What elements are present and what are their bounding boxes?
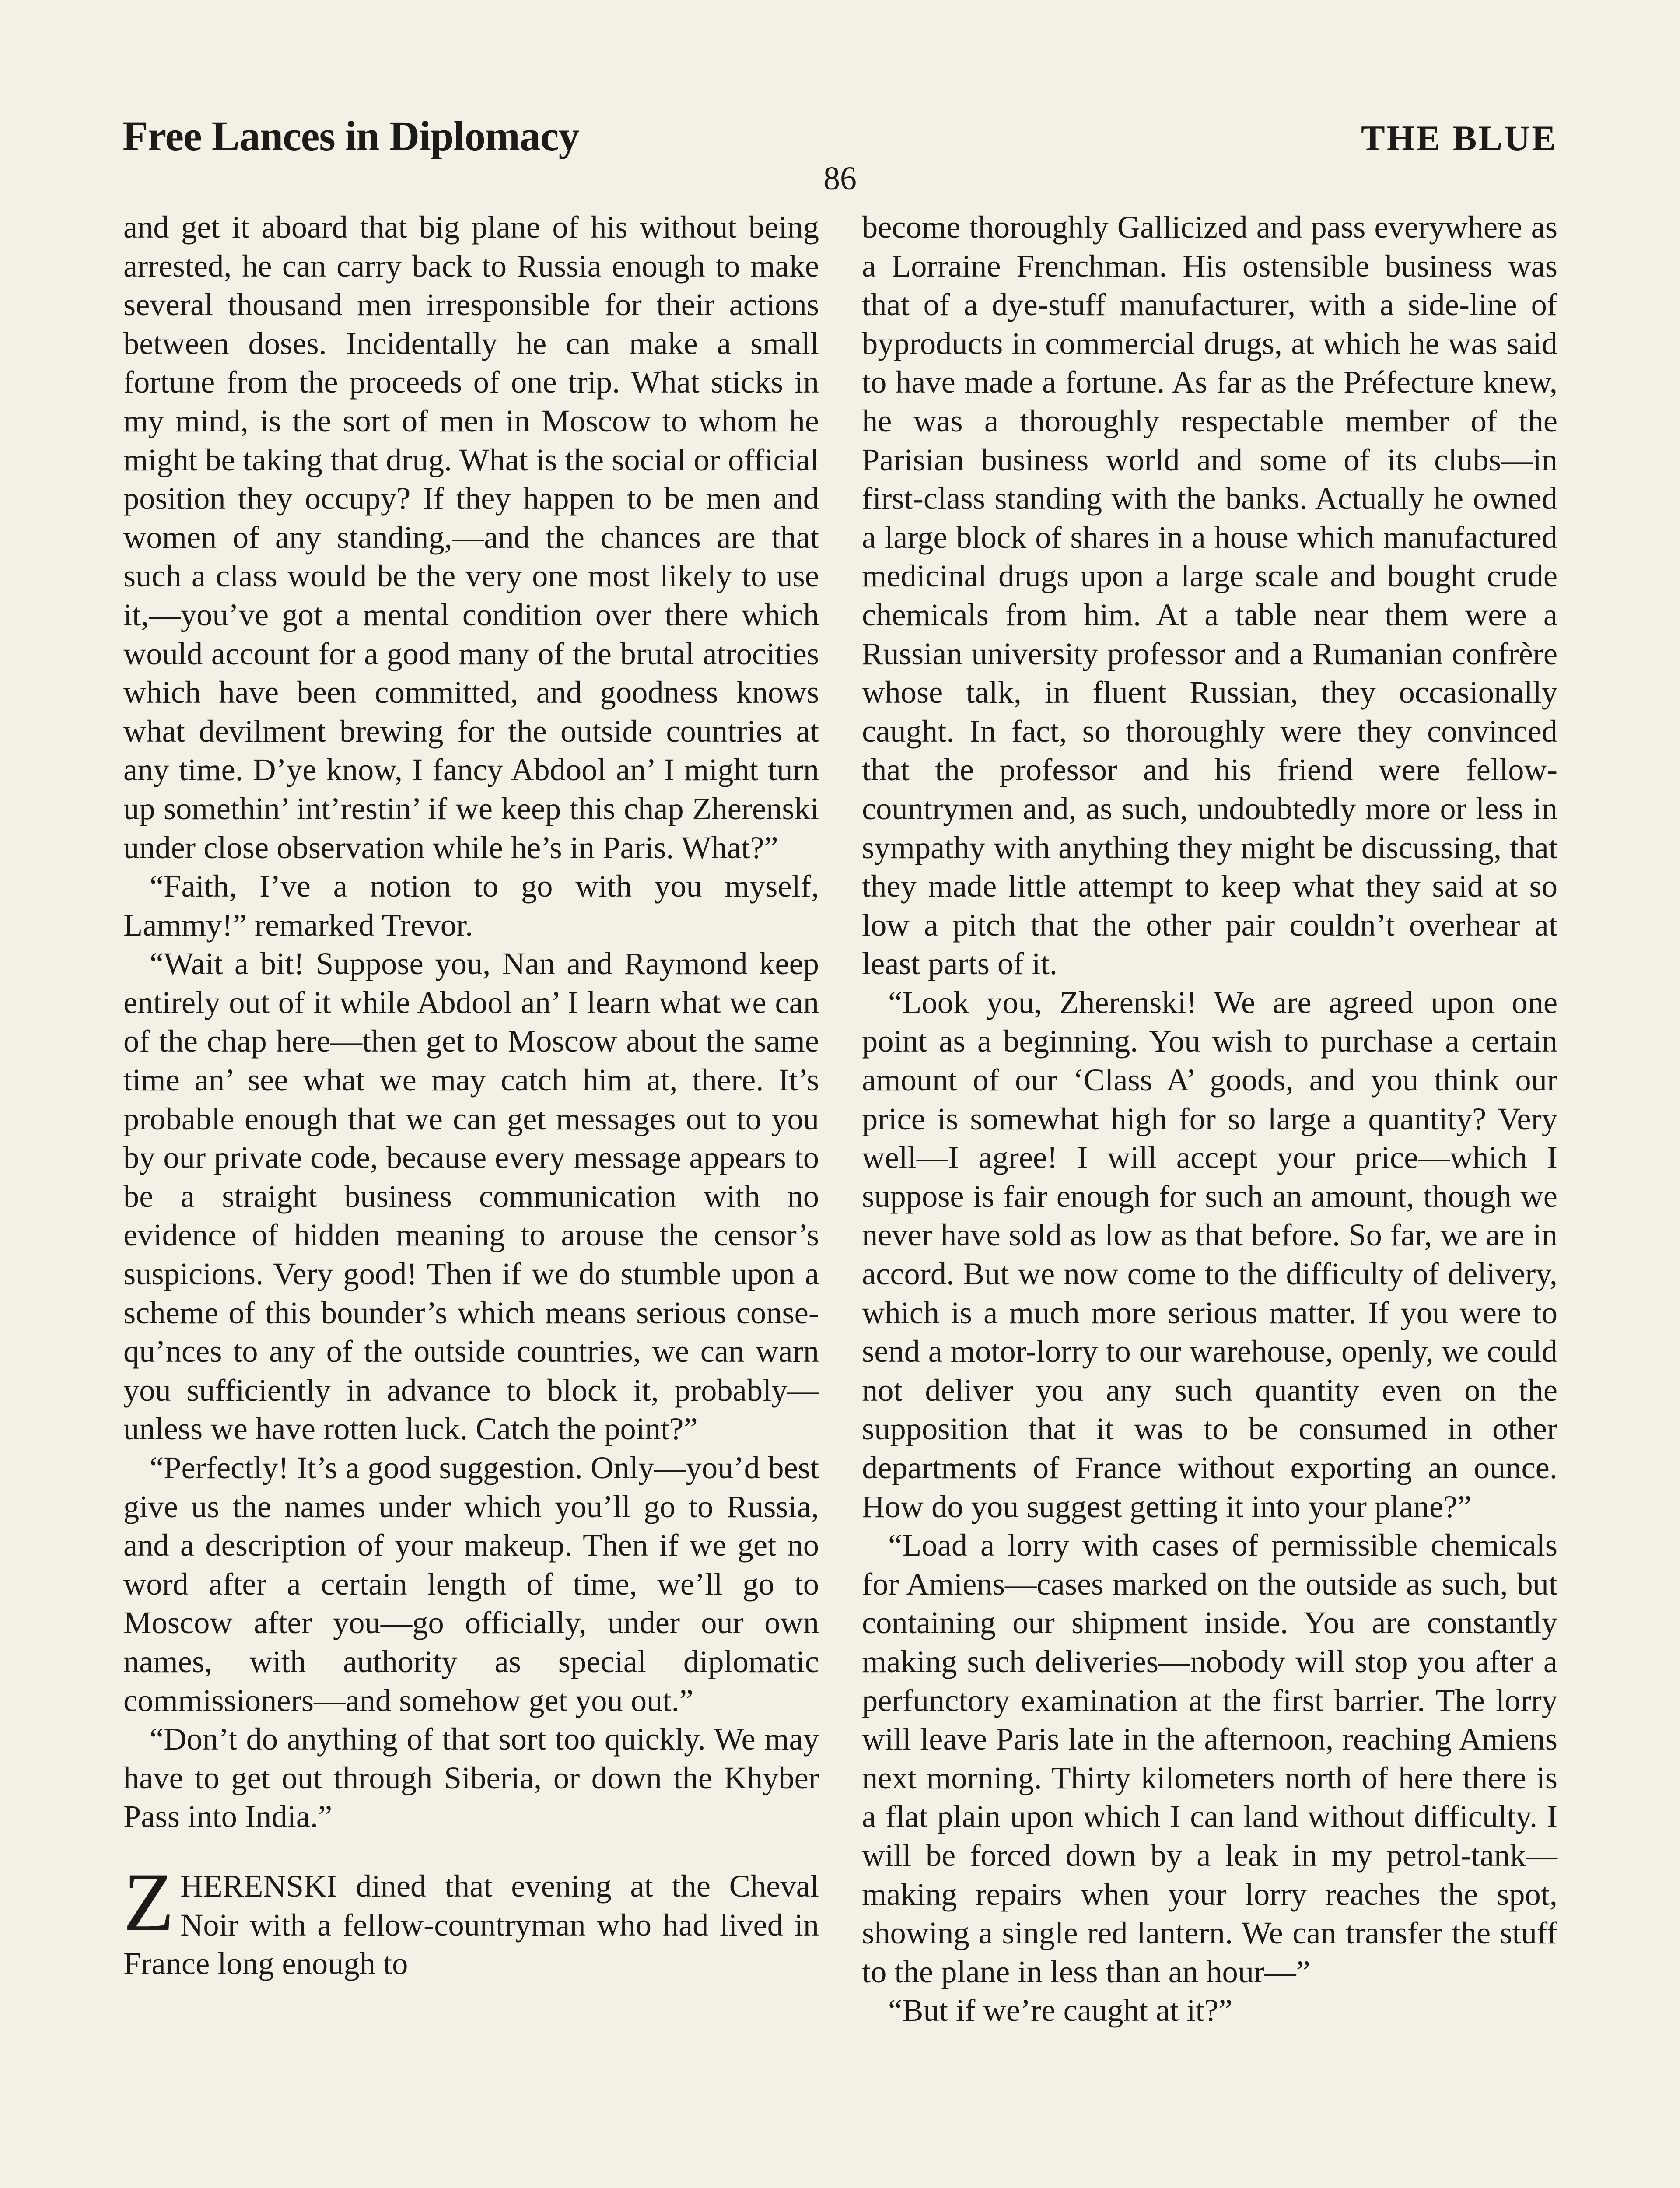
section-paragraph [123,1856,819,1983]
page-number: 86 [823,160,857,197]
right-column [862,208,1558,2030]
drop-cap: Z [123,1856,175,1948]
paragraph: “Faith, I’ve a notion to go with you myself, Lammy!” remarked Trevor. [123,868,819,943]
running-head [122,112,1558,160]
paragraph: “Wait a bit! Suppose you, Nan and Raymond keep entirely out of it while Abdool an’ I learn what we can of the chap here—then get to Moscow about the same time an’ see what we may catch him at, there. It’s probable enough that we can get messages out to you by our private code, because every message appears to be a straight business communication with no evidence of hidden meaning to arouse the censor’s suspicions. Very good! Then if we do stumble upon a scheme of this bounder’s which means serious consequ’nces to any of the outside countries, we can warn you sufficiently in advance to block it, probably—unless we have rotten luck. Catch the point?” [123,946,819,1447]
paragraph: “Don’t do anything of that sort too quickly. We may have to get out through Siberia, or down the Khyber Pass into India.” [123,1721,819,1834]
magazine-title: THE BLUE [1361,118,1558,158]
left-column [123,208,819,1983]
paragraph: and get it aboard that big plane of his without being arrested, he can carry back to Russia enough to make several thousand men irresponsible for their actions between doses. Incidentally he can make a small fortune from the proceeds of one trip. What sticks in my mind, is the sort of men in Moscow to whom he might be taking that drug. What is the social or official position they occupy? If they happen to be men and women of any standing,—and the chances are that such a class would be the very one most likely to use it,—you’ve got a mental condition over there which would account for a good many of the brutal atrocities which have been committed, and goodness knows what devilment brewing for the outside countries at any time. D’ye know, I fancy Abdool an’ I might turn up somethin’ int’restin’ if we keep this chap Zherenski under close observation while he’s in Paris. What?” [123,209,819,865]
paragraph: “Load a lorry with cases of permissible chemicals for Amiens—cases marked on the outside as such, but containing our shipment inside. You are constantly making such deliveries—nobody will stop you after a perfunctory examination at the first barrier. The lorry will leave Paris late in the afternoon, reaching Amiens next morning. Thirty kilometers north of here there is a flat plain upon which I can land without difficulty. I will be forced down by a leak in my petrol-tank—making repairs when your lorry reaches the spot, showing a single red lantern. We can transfer the stuff to the plane in less than an hour—” [862,1527,1558,1989]
paragraph: “Look you, Zherenski! We are agreed upon one point as a beginning. You wish to purchase a certain amount of our ‘Class A’ goods, and you think our price is somewhat high for so large a quantity? Very well—I agree! I will accept your price—which I suppose is fair enough for such an amount, though we never have sold as low as that before. So far, we are in accord. But we now come to the difficulty of delivery, which is a much more serious matter. If you were to send a motor-lorry to our warehouse, openly, we could not deliver you any such quantity even on the supposition that it was to be consumed in other departments of France without exporting an ounce. How do you suggest getting it into your plane?” [862,984,1558,1524]
paragraph-text: HERENSKI dined that evening at the Cheval Noir with a fellow-countryman who had lived in France long enough to [123,1868,819,1981]
story-title: Free Lances in Diplomacy [122,112,579,159]
paragraph: “But if we’re caught at it?” [888,1992,1233,2028]
paragraph: become thoroughly Gallicized and pass everywhere as a Lorraine Frenchman. His ostensible business was that of a dye-stuff manufacturer, with a side-line of byproducts in commercial drugs, at which he was said to have made a fortune. As far as the Préfecture knew, he was a thoroughly respectable member of the Parisian business world and some of its clubs—in first-class standing with the banks. Actually he owned a large block of shares in a house which manufactured medicinal drugs upon a large scale and bought crude chemicals from him. At a table near them were a Russian university professor and a Rumanian confrère whose talk, in fluent Russian, they occasionally caught. In fact, so thoroughly were they convinced that the professor and his friend were fellow-countrymen and, as such, undoubtedly more or less in sympathy with anything they might be discussing, that they made little attempt to keep what they said at so low a pitch that the other pair couldn’t overhear at least parts of it. [862,209,1558,982]
paragraph: “Perfectly! It’s a good suggestion. Only—you’d best give us the names under which you’ll go to Russia, and a description of your makeup. Then if we get no word after a certain length of time, we’ll go to Moscow after you—go officially, under our own names, with authority as special diplomatic commissioners—and somehow get you out.” [123,1450,819,1718]
